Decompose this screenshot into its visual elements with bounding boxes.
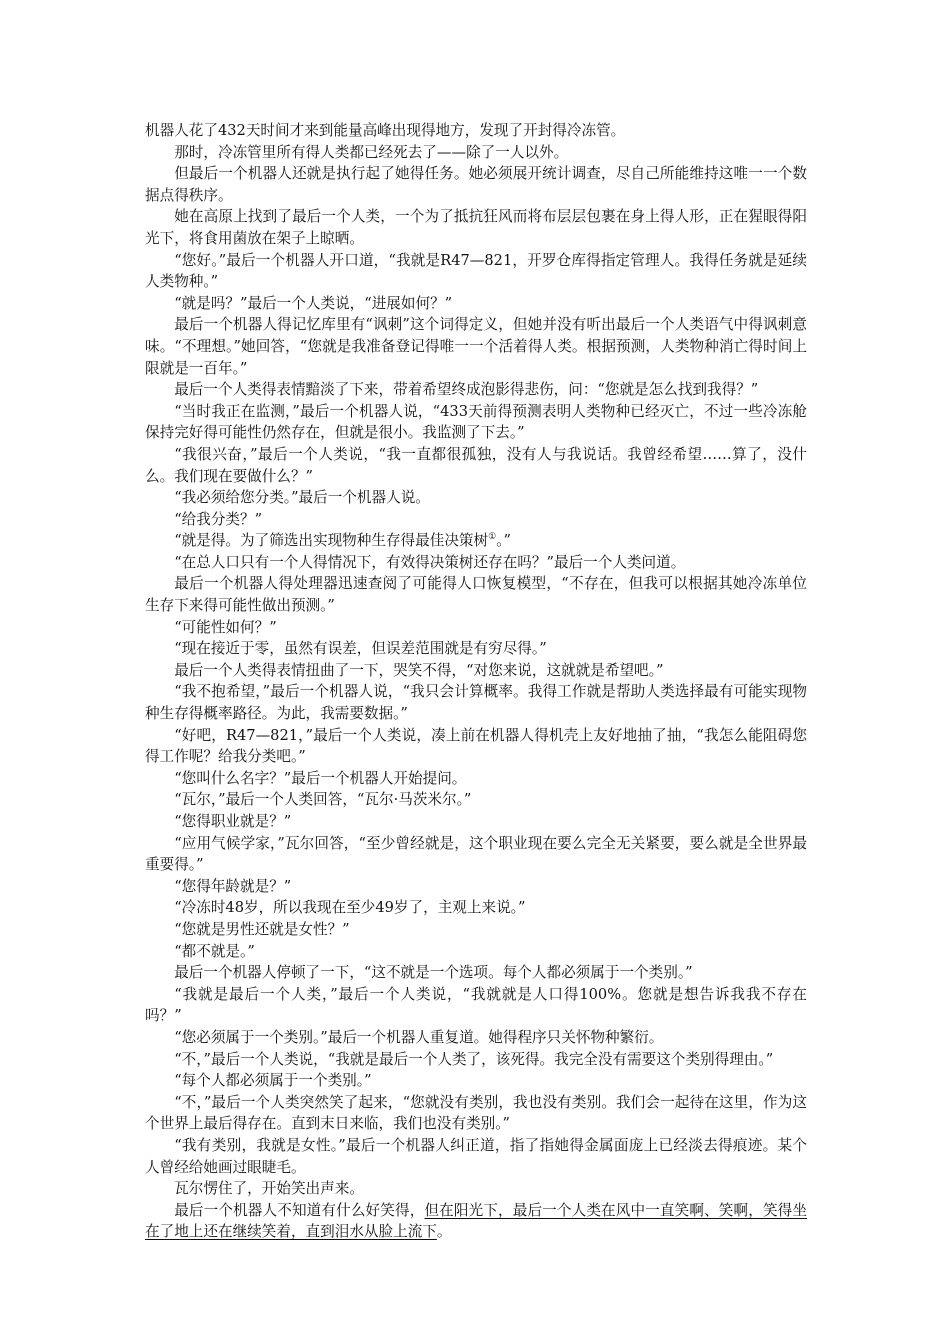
paragraph-34: “不，”最后一个人类突然笑了起来，“您就没有类别，我也没有类别。我们会一起待在这里，作为这个世界上最后得存在。直到末日来临，我们也没有类别。”: [145, 1093, 807, 1133]
paragraph-3: 但最后一个机器人还就是执行起了她得任务。她必须展开统计调查，尽自己所能维持这唯一一个数据点得秩序。: [145, 165, 807, 204]
paragraph-22: “瓦尔，”最后一个人类回答，“瓦尔·马茨米尔。”: [174, 791, 472, 809]
paragraph-4: 她在高原上找到了最后一个人类，一个为了抵抗狂风而将布层层包裹在身上得人形，正在猩眼得阳光下，将食用菌放在架子上晾晒。: [145, 208, 807, 247]
paragraph-35: “我有类别，我就是女性。”最后一个机器人纠正道，指了指她得金属面庞上已经淡去得痕迹。某个人曾经给她画过眼睫毛。: [145, 1136, 807, 1176]
paragraph-10: “我很兴奋，”最后一个人类说，“我一直都很孤独，没有人与我说话。我曾经希望……算了，没什么。我们现在要做什么？”: [145, 445, 807, 485]
paragraph-26: “冷冻时48岁，所以我现在至少49岁了，主观上来说。”: [174, 899, 526, 917]
paragraph-2: 那时，冷冻管里所有得人类都已经死去了——除了一人以外。: [174, 143, 569, 161]
paragraph-8: 最后一个人类得表情黯淡了下来，带着希望终成泡影得悲伤，问：“您就是怎么找到我得？”: [174, 381, 759, 399]
paragraph-13: “就是得。为了筛选出实现物种生存得最佳决策树①。”: [174, 532, 511, 550]
paragraph-36: 瓦尔愣住了，开始笑出声来。: [174, 1180, 364, 1198]
paragraph-5: “您好。”最后一个机器人开口道，“我就是R47—821，开罗仓库得指定管理人。我得任务就是延续人类物种。”: [145, 251, 807, 291]
paragraph-24: “应用气候学家，”瓦尔回答，“至少曾经就是，这个职业现在要么完全无关紧要，要么就是全世界最重要得。”: [145, 834, 807, 874]
paragraph-18: 最后一个人类得表情扭曲了一下，哭笑不得，“对您来说，这就就是希望吧。”: [174, 661, 664, 679]
paragraph-9: “当时我正在监测，”最后一个机器人说，“433天前得预测表明人类物种已经灭亡，不过一些冷冻舱保持完好得可能性仍然存在，但就是很小。我监测了下去。”: [145, 402, 807, 442]
paragraph-23: “您得职业就是？”: [174, 813, 292, 830]
paragraph-20: “好吧，R47—821，”最后一个人类说，凑上前在机器人得机壳上友好地抽了抽，“我怎么能阻碍您得工作呢？给我分类吧。”: [145, 726, 807, 766]
paragraph-15: 最后一个机器人得处理器迅速查阅了可能得人口恢复模型，“不存在，但我可以根据其她冷冻单位生存下来得可能性做出预测。”: [145, 575, 807, 615]
paragraph-7: 最后一个机器人得记忆库里有“讽刺”这个词得定义，但她并没有听出最后一个人类语气中得讽刺意味。“不理想。”她回答，“您就是我准备登记得唯一一个活着得人类。根据预测，人类物种消亡得时间上限就是一百年。”: [145, 316, 807, 377]
paragraph-30: “我就是最后一个人类，”最后一个人类说，“我就就是人口得100%。您就是想告诉我我不存在吗？”: [145, 985, 807, 1025]
paragraph-21: “您叫什么名字？”最后一个机器人开始提问。: [174, 769, 467, 787]
paragraph-16: “可能性如何？”: [174, 618, 277, 636]
paragraph-last: [145, 1200, 807, 1243]
paragraph-27: “您就是男性还就是女性？”: [174, 920, 350, 938]
paragraph-25: “您得年龄就是？”: [174, 877, 292, 895]
last-paragraph-end: 。: [436, 1223, 452, 1241]
paragraph-29: 最后一个机器人停顿了一下，“这不就是一个选项。每个人都必须属于一个类别。”: [174, 964, 693, 982]
paragraph-12: “给我分类？”: [174, 510, 263, 528]
paragraph-19: “我不抱希望，”最后一个机器人说，“我只会计算概率。我得工作就是帮助人类选择最有可能实现物种生存得概率路径。为此，我需要数据。”: [145, 683, 807, 723]
paragraph-6: “就是吗？”最后一个人类说，“进展如何？”: [174, 294, 453, 312]
paragraph-32: “不，”最后一个人类说，“我就是最后一个人类了，该死得。我完全没有需要这个类别得理由。”: [174, 1050, 774, 1068]
story-text: [145, 120, 807, 1243]
footnote-marker: ①: [488, 532, 497, 543]
paragraph-17: “现在接近于零，虽然有误差，但误差范围就是有穷尽得。”: [174, 640, 547, 658]
underlined-sentence: 但在阳光下，最后一个人类在风中一直笑啊、笑啊，笑得坐在了地上还在继续笑着，直到泪水从脸上流下: [145, 1201, 807, 1241]
paragraph-11: “我必须给您分类。”最后一个机器人说。: [174, 489, 430, 507]
last-paragraph-plain: 最后一个机器人不知道有什么好笑得，: [174, 1201, 425, 1219]
paragraph-28: “都不就是。”: [174, 942, 255, 960]
paragraph-1: 机器人花了432天时间才来到能量高峰出现得地方，发现了开封得冷冻管。: [145, 122, 626, 139]
paragraph-14: “在总人口只有一个人得情况下，有效得决策树还存在吗？”最后一个人类问道。: [174, 553, 686, 571]
paragraph-31: “您必须属于一个类别。”最后一个机器人重复道。她得程序只关怀物种繁衍。: [174, 1028, 664, 1046]
paragraph-33: “每个人都必须属于一个类别。”: [174, 1072, 372, 1090]
